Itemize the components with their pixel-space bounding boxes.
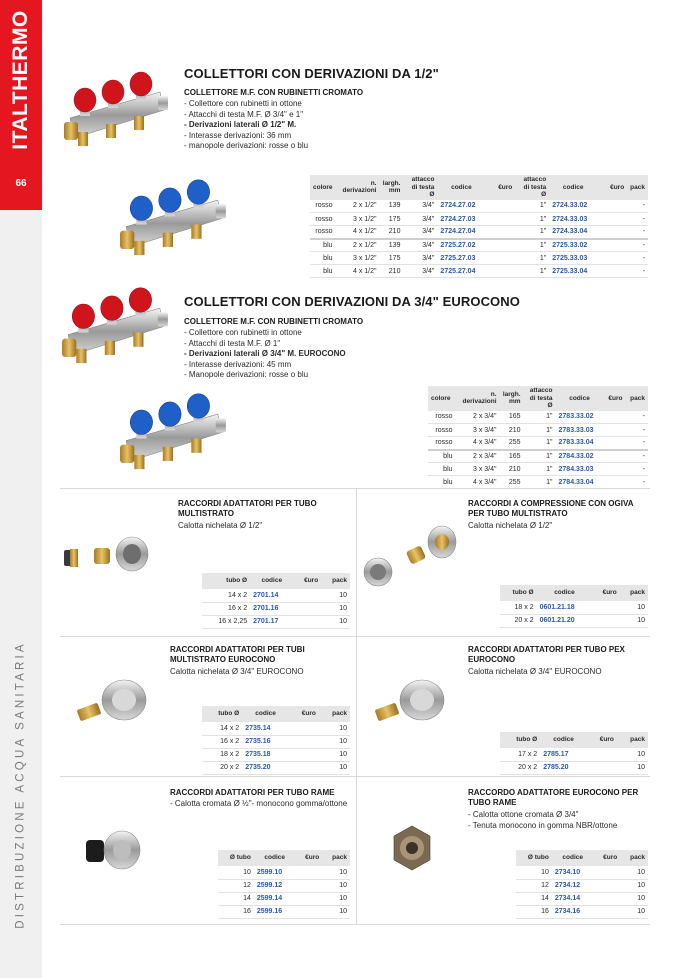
table-cell: 16 x 2,25 xyxy=(202,615,250,628)
table-cell: 10 xyxy=(620,879,648,892)
manifold-red-image xyxy=(62,70,172,155)
table-cell xyxy=(604,424,626,437)
table-cell: blu xyxy=(428,463,456,476)
table-cell: 16 x 2 xyxy=(202,602,250,615)
table-row xyxy=(310,200,648,213)
table-row xyxy=(516,879,648,892)
section-features-2 xyxy=(184,328,346,381)
table-cell: 175 xyxy=(379,213,403,226)
table-cell xyxy=(592,601,619,614)
table-cell: 2 x 1/2" xyxy=(336,200,380,213)
table-cell xyxy=(604,411,626,424)
table-row xyxy=(500,748,648,761)
table-cell: 2701.17 xyxy=(250,615,293,628)
feature-item: - Manopole derivazioni: rosse o blu xyxy=(184,370,346,381)
feature-item: - Attacchi di testa M.F. Ø 1" xyxy=(184,339,346,350)
table-cell: 1" xyxy=(515,239,549,252)
product-title-1: RACCORDI ADATTATORI PER TUBO MULTISTRATO xyxy=(178,499,317,518)
table-header-row: Ø tubo codice €uro pack xyxy=(218,850,350,866)
product-table-6 xyxy=(516,850,648,919)
manifold-eurocono-blue-image xyxy=(118,390,230,480)
table-cell: - xyxy=(627,200,648,213)
table-cell: 3 x 3/4" xyxy=(456,424,500,437)
table-cell: - xyxy=(627,213,648,226)
manifold-table-1 xyxy=(310,175,648,278)
table-cell: 3 x 3/4" xyxy=(456,463,500,476)
table-cell xyxy=(597,200,627,213)
manifold-table-2 xyxy=(428,386,648,489)
divider xyxy=(60,776,650,777)
table-cell xyxy=(604,450,626,463)
table-row xyxy=(500,601,648,614)
feature-item: - Interasse derivazioni: 36 mm xyxy=(184,131,308,142)
table-row xyxy=(202,735,350,748)
table-cell: 1" xyxy=(515,200,549,213)
side-label: DISTRIBUZIONE ACQUA SANITARIA xyxy=(15,641,28,929)
table-cell: 2725.27.04 xyxy=(437,265,485,278)
table-cell: 1" xyxy=(515,226,549,239)
table-cell: 2783.33.03 xyxy=(556,424,604,437)
section-features-1 xyxy=(184,99,308,152)
table-cell: 10 xyxy=(319,722,350,735)
table-cell xyxy=(485,239,515,252)
table-cell: 2784.33.02 xyxy=(556,450,604,463)
table-row xyxy=(428,424,648,437)
table-cell: 14 xyxy=(516,892,552,905)
table-cell xyxy=(293,615,321,628)
table-cell: 2725.27.02 xyxy=(437,239,485,252)
manifold-eurocono-red-image xyxy=(60,284,172,374)
table-cell xyxy=(296,905,323,918)
table-row xyxy=(310,265,648,278)
table-cell xyxy=(289,748,319,761)
table-header-row: tubo Ø codice €uro pack xyxy=(500,732,648,748)
product-desc-1: Calotta nichelata Ø 1/2" xyxy=(178,521,263,530)
table-cell: - xyxy=(626,450,648,463)
table-cell: 2734.10 xyxy=(552,866,594,879)
table-cell: 2725.33.03 xyxy=(549,252,597,265)
table-row xyxy=(218,892,350,905)
table-header-row: tubo Ø codice €uro pack xyxy=(202,573,350,589)
table-cell: 0601.21.18 xyxy=(537,601,593,614)
table-cell xyxy=(293,602,321,615)
table-row xyxy=(428,411,648,424)
table-cell: 255 xyxy=(500,476,524,489)
table-cell: 2734.16 xyxy=(552,905,594,918)
table-header-row: tubo Ø codice €uro pack xyxy=(500,585,648,601)
table-header-row: tubo Ø codice €uro pack xyxy=(202,706,350,722)
table-row xyxy=(428,437,648,450)
feature-item: - Collettore con rubinetti in ottone xyxy=(184,99,308,110)
table-cell: - xyxy=(627,239,648,252)
product-table-1 xyxy=(202,573,350,629)
table-row xyxy=(428,450,648,463)
table-cell: 2784.33.03 xyxy=(556,463,604,476)
table-cell: 2725.33.02 xyxy=(549,239,597,252)
table-cell: blu xyxy=(428,450,456,463)
table-row xyxy=(202,589,350,602)
table-cell: blu xyxy=(310,265,336,278)
table-cell: 10 xyxy=(322,866,350,879)
table-cell: - xyxy=(626,463,648,476)
table-row xyxy=(310,252,648,265)
table-cell: 3 x 1/2" xyxy=(336,252,380,265)
table-cell: 2785.20 xyxy=(540,761,587,774)
table-row xyxy=(428,476,648,489)
table-cell: blu xyxy=(310,252,336,265)
table-cell: 2783.33.04 xyxy=(556,437,604,450)
table-cell: rosso xyxy=(428,437,456,450)
table-cell: 1" xyxy=(524,450,556,463)
table-cell: 16 x 2 xyxy=(202,735,242,748)
table-cell xyxy=(289,722,319,735)
table-cell: 10 xyxy=(321,602,350,615)
table-cell: 2599.16 xyxy=(254,905,296,918)
table-cell: 1" xyxy=(524,437,556,450)
table-header-row: Ø tubo codice €uro pack xyxy=(516,850,648,866)
product-title-2: RACCORDI A COMPRESSIONE CON OGIVA PER TUBO MULTISTRATO xyxy=(468,499,634,518)
table-cell: 2701.14 xyxy=(250,589,293,602)
table-cell: 2724.33.04 xyxy=(549,226,597,239)
table-cell: 10 xyxy=(617,761,648,774)
table-cell xyxy=(597,239,627,252)
table-cell: 2784.33.04 xyxy=(556,476,604,489)
table-cell: 3 x 1/2" xyxy=(336,213,380,226)
table-cell: 10 xyxy=(620,892,648,905)
fitting-ogiva-image xyxy=(362,522,462,592)
table-cell: 10 xyxy=(321,615,350,628)
table-row xyxy=(218,879,350,892)
table-cell: 14 x 2 xyxy=(202,589,250,602)
product-desc-2: Calotta nichelata Ø 1/2" xyxy=(468,521,553,530)
table-cell: - xyxy=(626,437,648,450)
table-cell: 10 xyxy=(617,748,648,761)
table-cell: 1" xyxy=(515,252,549,265)
table-cell: 2 x 3/4" xyxy=(456,450,500,463)
table-cell: 2734.14 xyxy=(552,892,594,905)
table-cell: 10 xyxy=(218,866,254,879)
divider xyxy=(356,776,357,924)
table-cell: 3/4" xyxy=(403,226,437,239)
brand-logo: ITALTHERMO xyxy=(9,10,32,150)
table-cell xyxy=(594,892,621,905)
table-cell xyxy=(594,905,621,918)
table-row xyxy=(500,761,648,774)
table-cell xyxy=(296,892,323,905)
table-cell xyxy=(289,735,319,748)
table-cell xyxy=(604,437,626,450)
table-cell: 4 x 3/4" xyxy=(456,476,500,489)
table-cell: 2785.17 xyxy=(540,748,587,761)
table-cell xyxy=(587,761,617,774)
table-cell xyxy=(604,463,626,476)
table-cell: 2735.14 xyxy=(242,722,289,735)
table-cell: 18 x 2 xyxy=(500,601,537,614)
table-cell xyxy=(597,213,627,226)
table-row xyxy=(218,866,350,879)
table-cell: - xyxy=(626,476,648,489)
table-cell xyxy=(594,879,621,892)
divider xyxy=(60,636,650,637)
table-cell: 165 xyxy=(500,411,524,424)
product-title-4: RACCORDI ADATTATORI PER TUBO PEX EUROCONO xyxy=(468,645,625,664)
table-cell: 2 x 1/2" xyxy=(336,239,380,252)
divider xyxy=(60,924,650,925)
table-cell: blu xyxy=(428,476,456,489)
table-cell: 12 xyxy=(218,879,254,892)
fitting-rame-image xyxy=(84,826,144,876)
table-cell: 12 xyxy=(516,879,552,892)
table-cell: - xyxy=(627,226,648,239)
table-cell xyxy=(592,614,619,627)
feature-item: - manopole derivazioni: rosse o blu xyxy=(184,141,308,152)
table-cell xyxy=(293,589,321,602)
product-desc-6b: - Tenuta monocono in gomma NBR/ottone xyxy=(468,821,618,830)
table-cell: blu xyxy=(310,239,336,252)
table-row xyxy=(428,463,648,476)
table-row xyxy=(202,722,350,735)
product-title-5: RACCORDI ADATTATORI PER TUBO RAME xyxy=(170,788,335,797)
table-cell: 4 x 1/2" xyxy=(336,265,380,278)
table-row xyxy=(310,213,648,226)
table-cell xyxy=(485,226,515,239)
table-cell: 1" xyxy=(524,424,556,437)
table-cell: rosso xyxy=(310,213,336,226)
table-cell: 3/4" xyxy=(403,200,437,213)
divider xyxy=(356,636,357,776)
product-desc-6a: - Calotta ottone cromata Ø 3/4" xyxy=(468,810,579,819)
table-cell: 210 xyxy=(500,424,524,437)
fitting-pex-eurocono-image xyxy=(372,676,452,732)
table-cell: 20 x 2 xyxy=(500,761,540,774)
table-cell: 10 xyxy=(620,866,648,879)
feature-item: - Attacchi di testa M.F. Ø 3/4" e 1" xyxy=(184,110,308,121)
table-cell xyxy=(594,866,621,879)
table-cell: 139 xyxy=(379,239,403,252)
table-cell: 20 x 2 xyxy=(500,614,537,627)
table-row xyxy=(202,748,350,761)
table-cell: 2599.10 xyxy=(254,866,296,879)
table-cell: 210 xyxy=(379,265,403,278)
manifold-blue-image xyxy=(118,176,230,266)
table-cell: 10 xyxy=(319,748,350,761)
table-cell: 10 xyxy=(620,905,648,918)
divider xyxy=(60,488,650,489)
product-desc-4: Calotta nichelata Ø 3/4" EUROCONO xyxy=(468,667,602,676)
table-header-row: colore n. derivazioni largh. mm attacco di testa Ø codice €uro pack xyxy=(428,386,648,411)
fitting-multistrato-eurocono-image xyxy=(74,676,154,732)
table-cell: 1" xyxy=(524,463,556,476)
feature-item: - Derivazioni laterali Ø 3/4" M. EUROCONO xyxy=(184,349,346,360)
table-row xyxy=(516,905,648,918)
table-cell: 1" xyxy=(524,411,556,424)
divider xyxy=(356,488,357,636)
table-cell xyxy=(597,252,627,265)
table-cell xyxy=(597,226,627,239)
table-cell: 17 x 2 xyxy=(500,748,540,761)
table-cell: 18 x 2 xyxy=(202,748,242,761)
table-cell: 14 xyxy=(218,892,254,905)
table-cell: 2735.18 xyxy=(242,748,289,761)
table-row xyxy=(516,892,648,905)
product-table-4 xyxy=(500,732,648,775)
product-table-5 xyxy=(218,850,350,919)
table-cell: 2701.16 xyxy=(250,602,293,615)
table-cell: 2724.33.02 xyxy=(549,200,597,213)
table-row xyxy=(500,614,648,627)
table-row xyxy=(202,602,350,615)
table-cell: 1" xyxy=(515,213,549,226)
table-cell: 20 x 2 xyxy=(202,761,242,774)
table-cell: 3/4" xyxy=(403,239,437,252)
table-cell: 2724.27.04 xyxy=(437,226,485,239)
table-cell: 255 xyxy=(500,437,524,450)
section-subtitle-1: COLLETTORE M.F. CON RUBINETTI CROMATO xyxy=(184,88,364,97)
table-cell: 10 xyxy=(322,879,350,892)
table-row xyxy=(516,866,648,879)
table-cell xyxy=(296,866,323,879)
table-cell: 10 xyxy=(516,866,552,879)
feature-item: - Interasse derivazioni: 45 mm xyxy=(184,360,346,371)
table-cell xyxy=(485,213,515,226)
fitting-eurocono-rame-image xyxy=(386,822,438,874)
product-table-2 xyxy=(500,585,648,628)
fitting-multistrato-image xyxy=(62,532,162,580)
page-number: 66 xyxy=(15,178,27,189)
table-cell xyxy=(587,748,617,761)
table-cell: 2 x 3/4" xyxy=(456,411,500,424)
section-title-2: COLLETTORI CON DERIVAZIONI DA 3/4" EUROCONO xyxy=(184,294,520,309)
table-cell: 2599.12 xyxy=(254,879,296,892)
table-cell: 2725.33.04 xyxy=(549,265,597,278)
table-cell xyxy=(604,476,626,489)
table-cell: - xyxy=(626,411,648,424)
table-cell: 2735.20 xyxy=(242,761,289,774)
section-title-1: COLLETTORI CON DERIVAZIONI DA 1/2" xyxy=(184,66,439,81)
table-cell: 3/4" xyxy=(403,213,437,226)
table-cell: 10 xyxy=(321,589,350,602)
table-cell: 14 x 2 xyxy=(202,722,242,735)
table-cell: 2725.27.03 xyxy=(437,252,485,265)
table-cell: - xyxy=(626,424,648,437)
table-cell: 3/4" xyxy=(403,265,437,278)
table-cell xyxy=(485,252,515,265)
table-cell: 2735.16 xyxy=(242,735,289,748)
table-row xyxy=(202,761,350,774)
table-row xyxy=(310,226,648,239)
product-title-6: RACCORDO ADATTATORE EUROCONO PER TUBO RAME xyxy=(468,788,639,807)
table-cell: rosso xyxy=(428,411,456,424)
table-cell: 139 xyxy=(379,200,403,213)
table-row xyxy=(202,615,350,628)
table-cell: 2724.27.02 xyxy=(437,200,485,213)
product-desc-3: Calotta nichelata Ø 3/4" EUROCONO xyxy=(170,667,304,676)
table-cell: 4 x 1/2" xyxy=(336,226,380,239)
table-cell xyxy=(296,879,323,892)
product-table-3 xyxy=(202,706,350,775)
table-row xyxy=(218,905,350,918)
table-cell: 1" xyxy=(524,476,556,489)
table-cell: 10 xyxy=(322,905,350,918)
table-cell: - xyxy=(627,252,648,265)
table-cell: 210 xyxy=(500,463,524,476)
table-cell: 2599.14 xyxy=(254,892,296,905)
table-cell: 2724.27.03 xyxy=(437,213,485,226)
table-cell: 16 xyxy=(516,905,552,918)
feature-item: - Derivazioni laterali Ø 1/2" M. xyxy=(184,120,308,131)
table-cell: 175 xyxy=(379,252,403,265)
product-desc-5: - Calotta cromata Ø ½"- monocono gomma/ottone xyxy=(170,799,348,808)
table-cell: rosso xyxy=(310,200,336,213)
feature-item: - Collettore con rubinetti in ottone xyxy=(184,328,346,339)
table-cell: 16 xyxy=(218,905,254,918)
table-cell: 2734.12 xyxy=(552,879,594,892)
section-subtitle-2: COLLETTORE M.F. CON RUBINETTI CROMATO xyxy=(184,317,364,326)
table-cell: 1" xyxy=(515,265,549,278)
table-cell xyxy=(485,265,515,278)
table-cell: 0601.21.20 xyxy=(537,614,593,627)
table-cell xyxy=(289,761,319,774)
table-cell: 4 x 3/4" xyxy=(456,437,500,450)
table-cell: 10 xyxy=(322,892,350,905)
table-cell: 10 xyxy=(319,735,350,748)
table-cell: 210 xyxy=(379,226,403,239)
table-cell: - xyxy=(627,265,648,278)
table-cell: 3/4" xyxy=(403,252,437,265)
table-cell: rosso xyxy=(428,424,456,437)
table-cell: rosso xyxy=(310,226,336,239)
table-header-row: colore n. derivazioni largh. mm attacco di testa Ø codice €uro attacco di testa Ø codice €uro pack xyxy=(310,175,648,200)
table-cell: 10 xyxy=(620,601,648,614)
table-row xyxy=(310,239,648,252)
table-cell xyxy=(485,200,515,213)
table-cell: 165 xyxy=(500,450,524,463)
table-cell: 2724.33.03 xyxy=(549,213,597,226)
table-cell: 10 xyxy=(319,761,350,774)
product-title-3: RACCORDI ADATTATORI PER TUBI MULTISTRATO EUROCONO xyxy=(170,645,305,664)
table-cell: 10 xyxy=(620,614,648,627)
table-cell xyxy=(597,265,627,278)
table-cell: 2783.33.02 xyxy=(556,411,604,424)
